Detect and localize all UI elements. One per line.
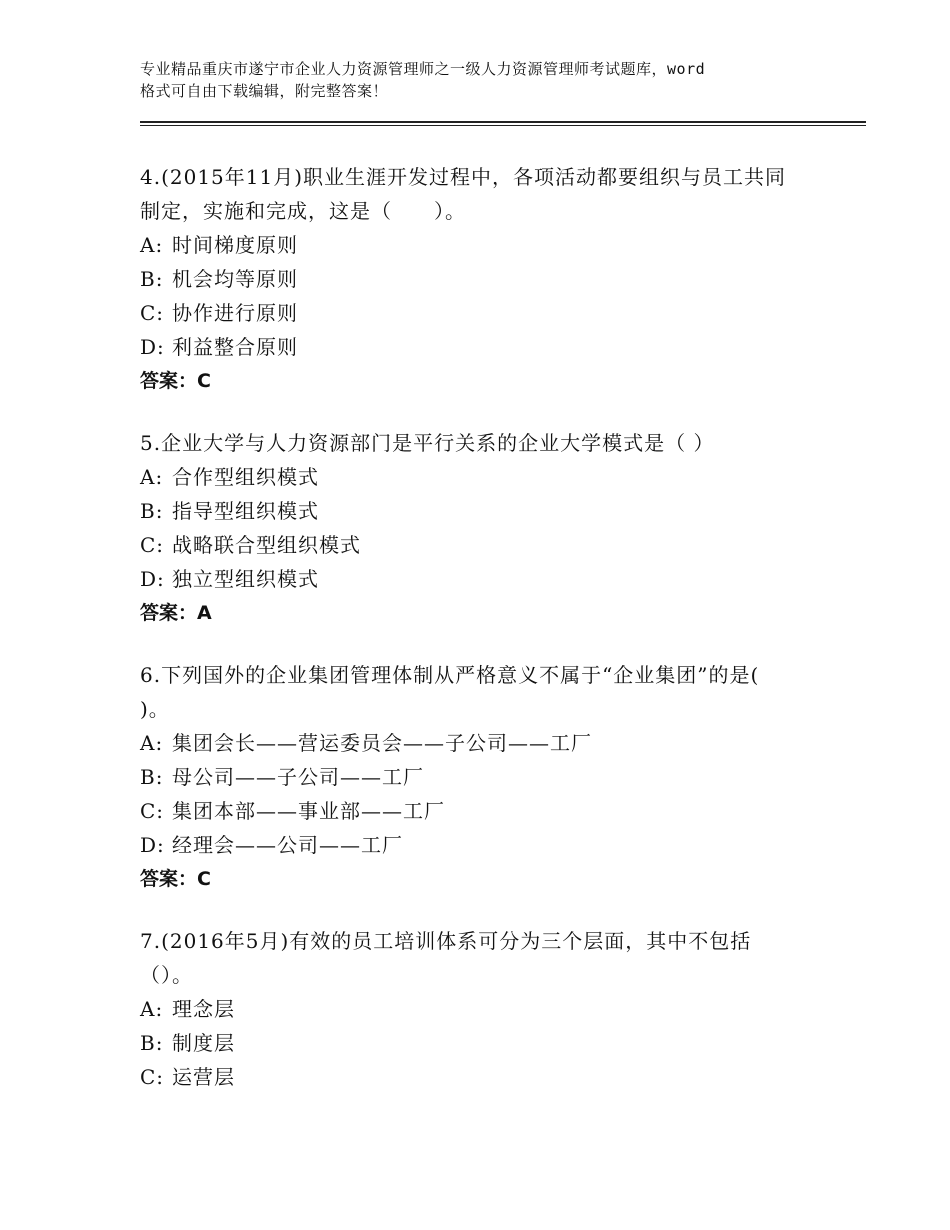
question-5 [140, 426, 820, 630]
option-text: 独立型组织模式 [172, 567, 319, 591]
option-key: C: [140, 1065, 165, 1089]
question-stem-continued: )。 [140, 697, 170, 721]
header-line-2: 格式可自由下载编辑，附完整答案！ [140, 82, 389, 100]
option-c [140, 528, 820, 562]
option-text: 母公司——子公司——工厂 [172, 765, 424, 789]
option-text: 战略联合型组织模式 [172, 533, 361, 557]
option-d [140, 562, 820, 596]
answer-line: 答案：C [140, 370, 211, 392]
option-key: C: [140, 533, 165, 557]
question-stem-continued: 制定，实施和完成，这是（ ）。 [140, 199, 466, 223]
option-key: C: [140, 799, 165, 823]
option-a [140, 992, 820, 1026]
option-b [140, 494, 820, 528]
option-text: 指导型组织模式 [172, 499, 319, 523]
option-text: 合作型组织模式 [172, 465, 319, 489]
option-key: D: [140, 567, 165, 591]
option-a [140, 228, 820, 262]
header-line-1: 专业精品重庆市遂宁市企业人力资源管理师之一级人力资源管理师考试题库，word [140, 60, 706, 78]
option-key: A: [140, 997, 164, 1021]
question-stem: 4.(2015年11月)职业生涯开发过程中，各项活动都要组织与员工共同 [140, 165, 787, 189]
option-d [140, 828, 820, 862]
option-b [140, 760, 820, 794]
option-c [140, 296, 820, 330]
option-c [140, 1060, 820, 1094]
option-key: D: [140, 833, 165, 857]
option-text: 集团本部——事业部——工厂 [172, 799, 445, 823]
option-b [140, 1026, 820, 1060]
question-stem: 5.企业大学与人力资源部门是平行关系的企业大学模式是（ ） [140, 431, 715, 455]
option-b [140, 262, 820, 296]
option-text: 时间梯度原则 [172, 233, 298, 257]
option-key: B: [140, 267, 164, 291]
question-4 [140, 160, 820, 398]
option-d [140, 330, 820, 364]
option-text: 协作进行原则 [172, 301, 298, 325]
question-stem: 6.下列国外的企业集团管理体制从严格意义不属于“企业集团”的是( [140, 663, 760, 687]
option-a [140, 460, 820, 494]
option-c [140, 794, 820, 828]
question-stem-continued: （）。 [140, 963, 193, 987]
option-key: A: [140, 731, 164, 755]
option-text: 制度层 [172, 1031, 235, 1055]
option-text: 机会均等原则 [172, 267, 298, 291]
option-text: 集团会长——营运委员会——子公司——工厂 [172, 731, 592, 755]
answer-line: 答案：C [140, 868, 211, 890]
option-text: 利益整合原则 [172, 335, 298, 359]
option-key: C: [140, 301, 165, 325]
option-text: 经理会——公司——工厂 [172, 833, 403, 857]
option-key: B: [140, 1031, 164, 1055]
question-stem: 7.(2016年5月)有效的员工培训体系可分为三个层面，其中不包括 [140, 929, 752, 953]
document-header [140, 58, 840, 102]
option-key: B: [140, 499, 164, 523]
option-key: B: [140, 765, 164, 789]
header-divider [140, 121, 866, 123]
option-text: 理念层 [172, 997, 235, 1021]
answer-line: 答案：A [140, 602, 212, 624]
question-list [140, 160, 820, 1122]
option-key: D: [140, 335, 165, 359]
header-divider-thin [140, 125, 866, 126]
question-6 [140, 658, 820, 896]
option-key: A: [140, 233, 164, 257]
option-a [140, 726, 820, 760]
option-key: A: [140, 465, 164, 489]
option-text: 运营层 [172, 1065, 235, 1089]
question-7 [140, 924, 820, 1094]
